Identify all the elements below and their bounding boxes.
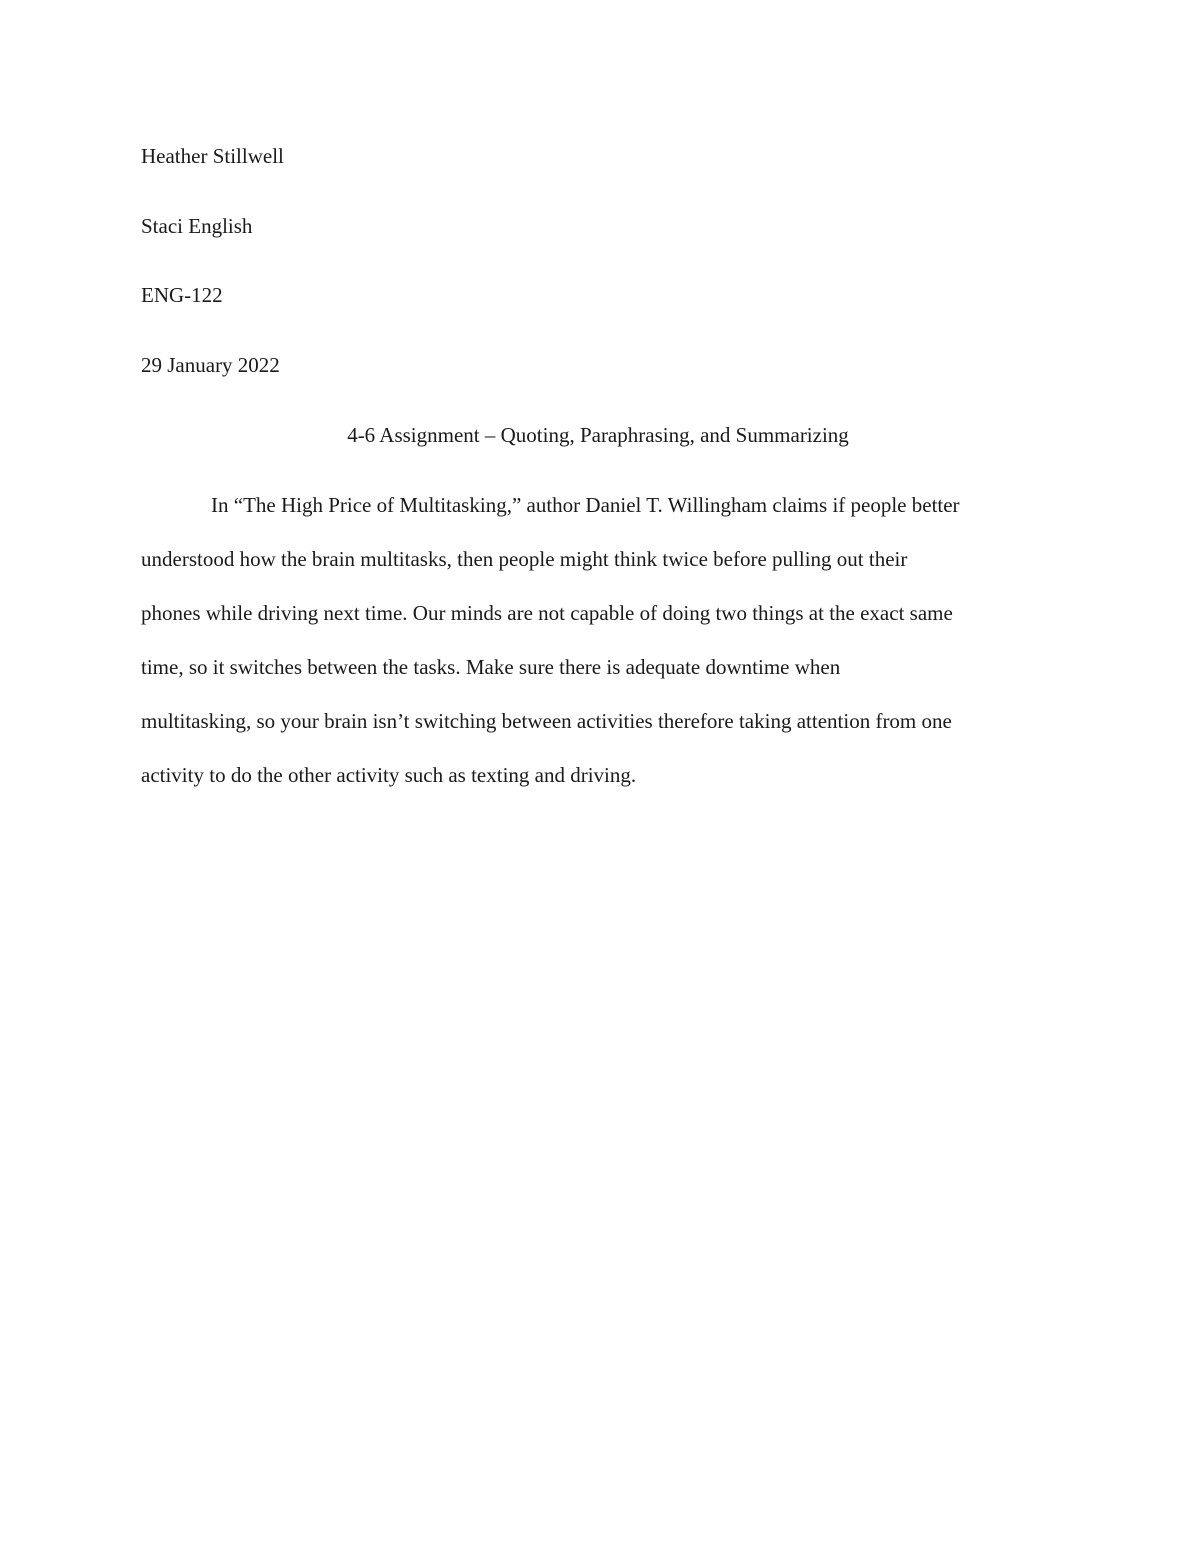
instructor-name: Staci English: [141, 214, 253, 238]
paragraph-line: multitasking, so your brain isn’t switching between activities therefore taking attention from one: [141, 709, 952, 733]
date: 29 January 2022: [141, 353, 280, 377]
author-name: Heather Stillwell: [141, 144, 284, 168]
paragraph-line: understood how the brain multitasks, then people might think twice before pulling out their: [141, 547, 908, 571]
paragraph-line: In “The High Price of Multitasking,” author Daniel T. Willingham claims if people better: [211, 493, 960, 517]
paragraph-line: phones while driving next time. Our minds are not capable of doing two things at the exact same: [141, 601, 953, 625]
paragraph-line: time, so it switches between the tasks. Make sure there is adequate downtime when: [141, 655, 841, 679]
course-code: ENG-122: [141, 283, 223, 307]
document-title: 4-6 Assignment – Quoting, Paraphrasing, and Summarizing: [347, 423, 849, 447]
paragraph-line: activity to do the other activity such as texting and driving.: [141, 763, 637, 787]
